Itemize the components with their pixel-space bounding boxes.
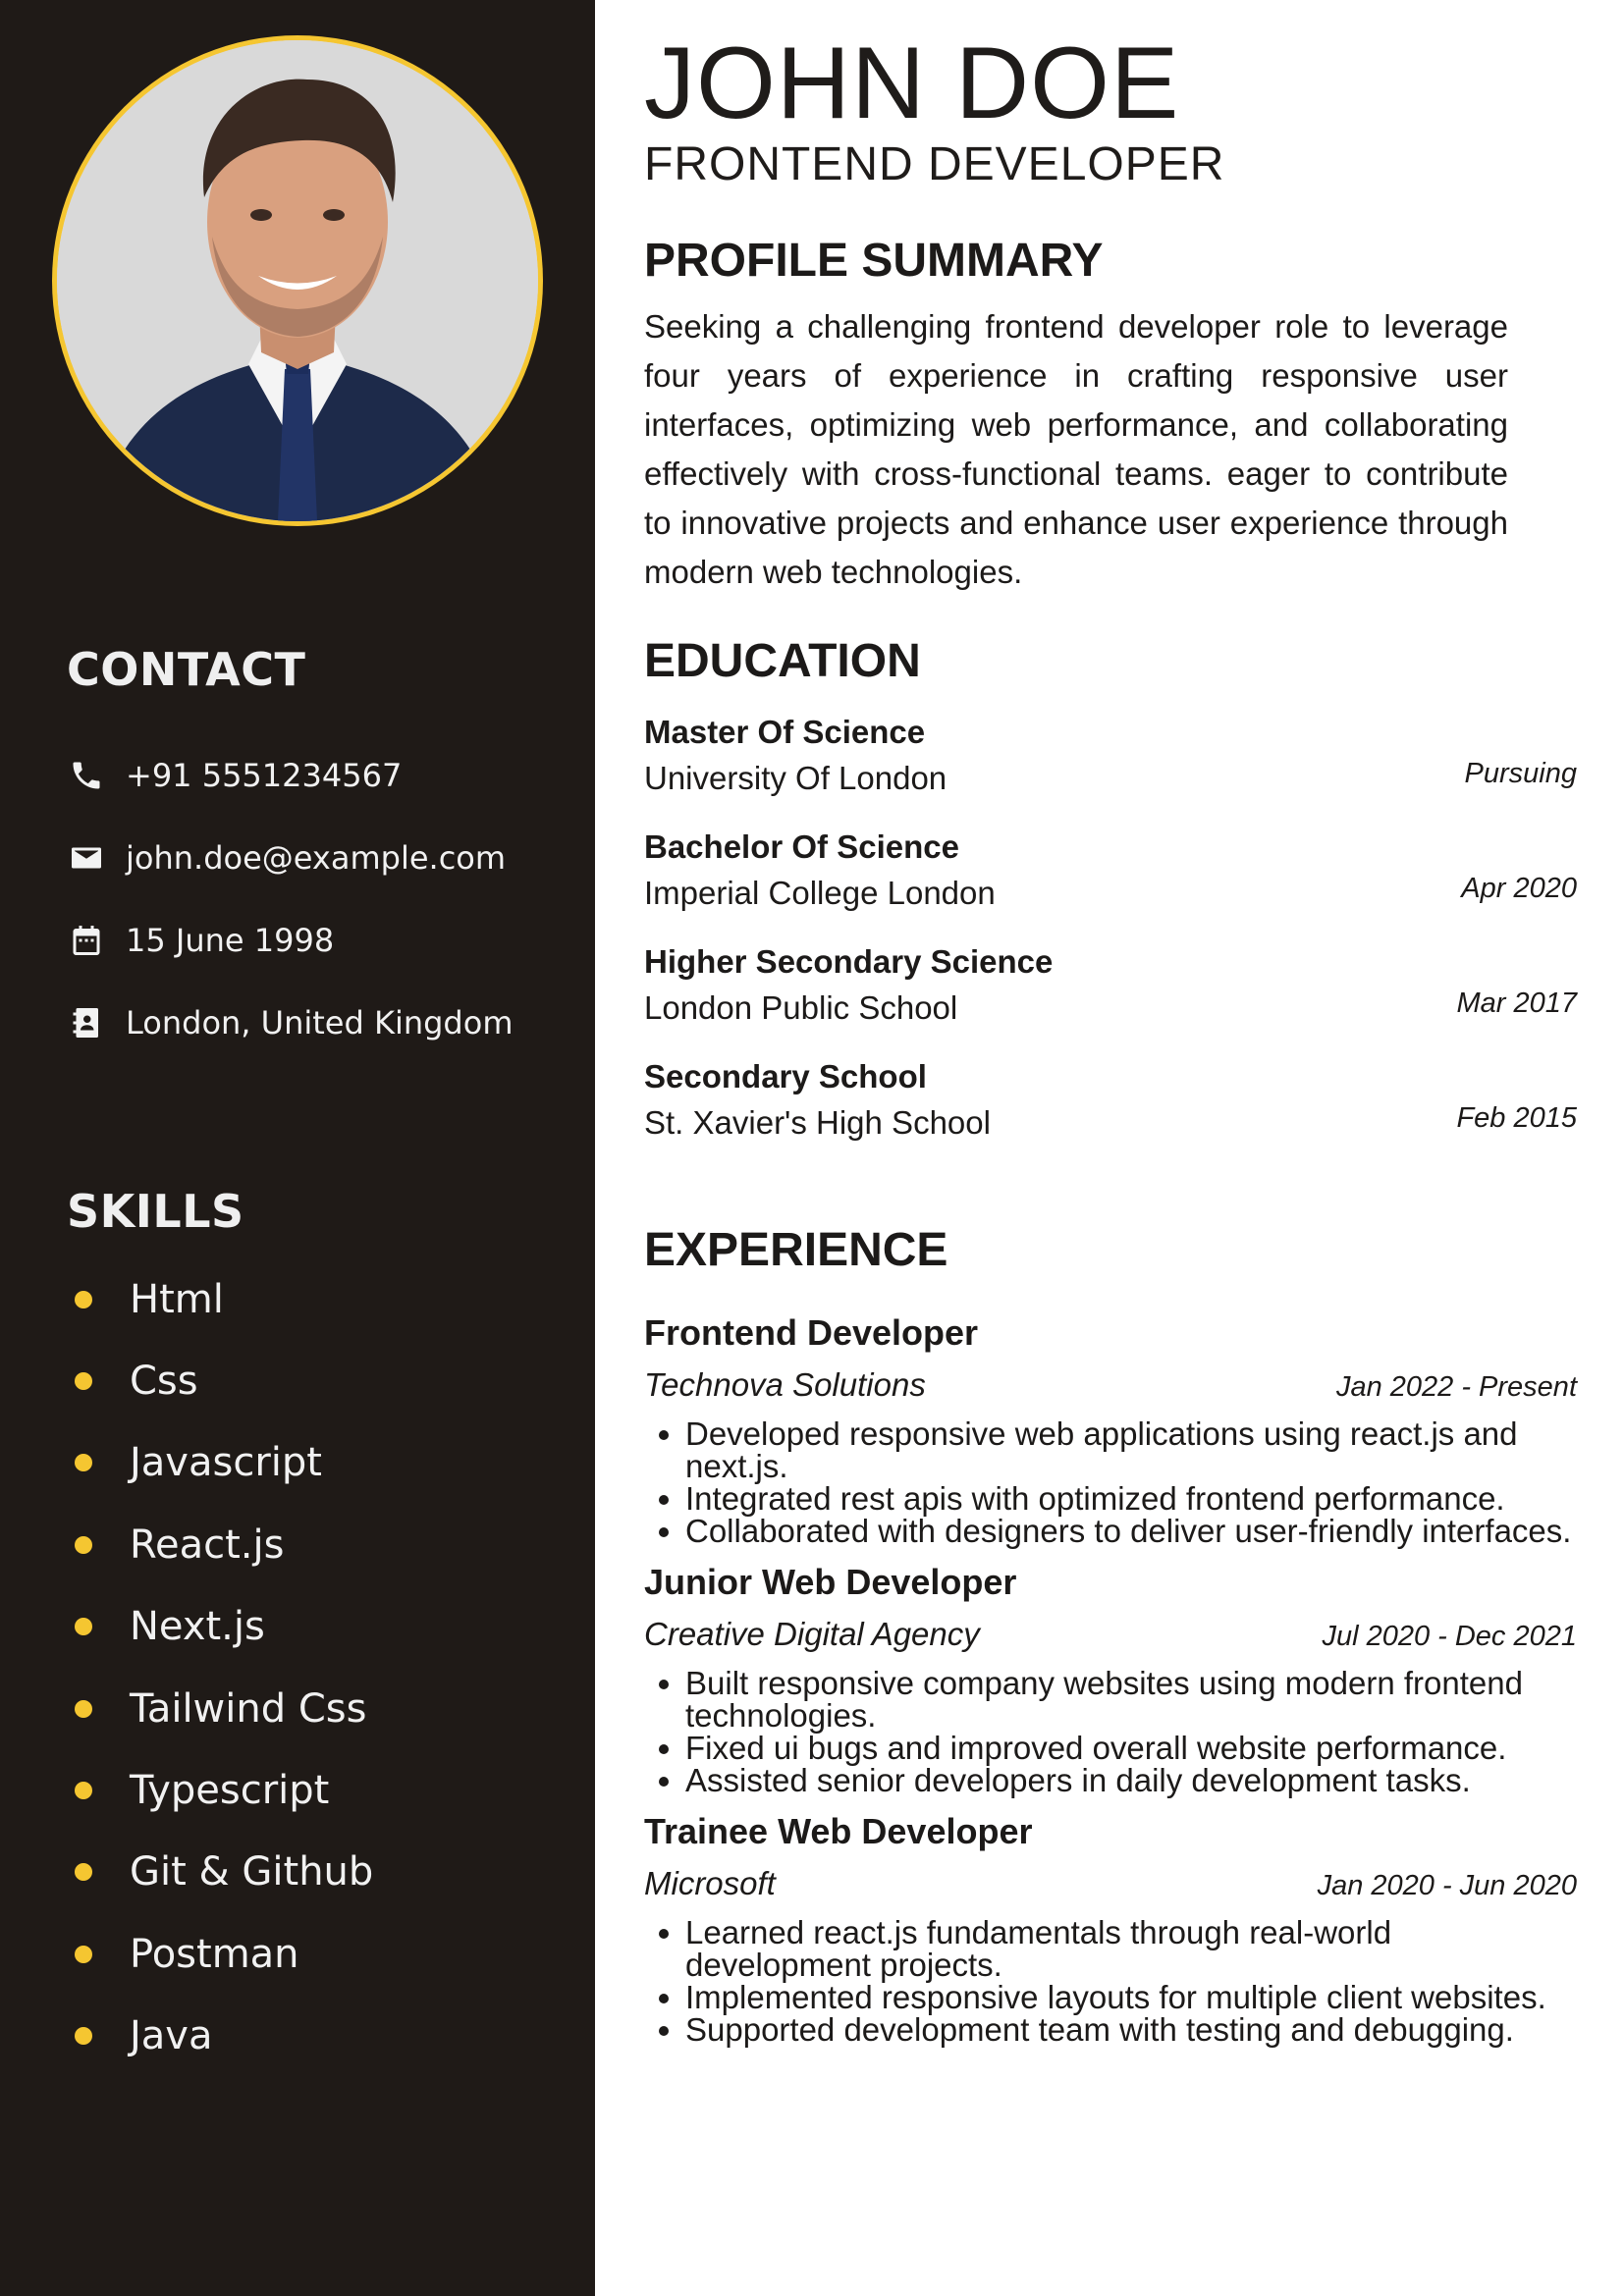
skill-label: Typescript (130, 1768, 330, 1814)
education-degree: Secondary School (644, 1058, 927, 1095)
education-degree: Higher Secondary Science (644, 943, 1054, 980)
education-date: Feb 2015 (1456, 1102, 1577, 1134)
experience-title: Junior Web Developer (644, 1562, 1017, 1602)
bullet-dot-icon (75, 1372, 92, 1390)
contact-address-text: London, United Kingdom (126, 1004, 514, 1041)
experience-item (644, 1555, 1577, 1796)
bullet-dot-icon (75, 1946, 92, 1963)
experience-bullet: • Collaborated with designers to deliver user-friendly interfaces. (685, 1515, 1577, 1547)
contact-email-text: john.doe@example.com (126, 839, 507, 877)
education-item (644, 826, 1577, 940)
skill-item (75, 1586, 373, 1668)
contact-list (67, 734, 513, 1064)
profile-photo-frame (52, 35, 543, 526)
phone-icon (67, 756, 106, 795)
experience-list (644, 1306, 1577, 2054)
skills-heading: SKILLS (67, 1185, 244, 1238)
experience-item (644, 1306, 1577, 1547)
experience-company: Creative Digital Agency (644, 1616, 980, 1652)
skill-item (75, 1258, 373, 1340)
summary-heading: PROFILE SUMMARY (644, 235, 1104, 287)
profile-photo (57, 40, 538, 521)
skill-item (75, 1668, 373, 1749)
contact-address (67, 982, 513, 1064)
experience-item (644, 1804, 1577, 2046)
education-school: St. Xavier's High School (644, 1104, 991, 1141)
experience-title: Frontend Developer (644, 1312, 979, 1353)
skill-label: Java (130, 2013, 213, 2059)
contact-phone (67, 734, 513, 817)
education-date: Apr 2020 (1461, 873, 1577, 904)
experience-meta (644, 1361, 1577, 1412)
education-school: University Of London (644, 760, 947, 796)
contact-heading: CONTACT (67, 643, 306, 696)
skill-item (75, 1832, 373, 1913)
sidebar (0, 0, 595, 2296)
education-item (644, 711, 1577, 826)
experience-period: Jan 2020 - Jun 2020 (1317, 1870, 1577, 1901)
contact-birthdate (67, 899, 513, 982)
education-school: London Public School (644, 989, 958, 1026)
skill-item (75, 1340, 373, 1421)
experience-title: Trainee Web Developer (644, 1811, 1033, 1851)
skill-label: Next.js (130, 1604, 265, 1650)
summary-text: Seeking a challenging frontend developer role to leverage four years of experience in crafting responsive user interfaces, optimizing web performance, and collaborating effectively with cross-functional teams. eager to contribute to innovative projects and enhance user experience through modern web technologies. (644, 308, 1508, 590)
experience-bullet: • Built responsive company websites using modern frontend technologies. (685, 1667, 1577, 1732)
skill-label: Tailwind Css (130, 1685, 367, 1732)
experience-company: Microsoft (644, 1865, 776, 1901)
experience-period: Jul 2020 - Dec 2021 (1322, 1621, 1577, 1652)
skill-item (75, 1996, 373, 2077)
skill-item (75, 1422, 373, 1504)
skill-label: Git & Github (130, 1849, 374, 1896)
bullet-dot-icon (75, 1291, 92, 1308)
experience-bullet: • Implemented responsive layouts for multiple client websites. (685, 1981, 1577, 2013)
experience-bullet: • Fixed ui bugs and improved overall website performance. (685, 1732, 1577, 1764)
skill-label: React.js (130, 1522, 285, 1568)
calendar-icon (67, 921, 106, 960)
contact-email (67, 817, 513, 899)
experience-meta (644, 1610, 1577, 1661)
profile-photo-illustration (57, 40, 538, 521)
education-item (644, 940, 1577, 1055)
bullet-dot-icon (75, 1782, 92, 1799)
address-book-icon (67, 1003, 106, 1042)
bullet-dot-icon (75, 1863, 92, 1881)
skill-item (75, 1913, 373, 1995)
skill-label: Javascript (130, 1440, 322, 1486)
candidate-title: FRONTEND DEVELOPER (644, 138, 1225, 190)
experience-bullet: • Developed responsive web applications using react.js and next.js. (685, 1417, 1577, 1482)
skill-item (75, 1749, 373, 1831)
contact-birthdate-text: 15 June 1998 (126, 922, 335, 959)
experience-bullet: • Integrated rest apis with optimized frontend performance. (685, 1482, 1577, 1515)
experience-bullet: • Supported development team with testing and debugging. (685, 2013, 1577, 2046)
experience-bullets (644, 1667, 1577, 1796)
education-item (644, 1055, 1577, 1170)
education-degree: Master Of Science (644, 714, 926, 750)
education-list (644, 711, 1577, 1170)
candidate-name: JOHN DOE (644, 27, 1180, 140)
skill-label: Html (130, 1276, 224, 1322)
education-degree: Bachelor Of Science (644, 828, 959, 865)
education-date: Pursuing (1464, 758, 1577, 789)
skill-item (75, 1504, 373, 1585)
experience-meta (644, 1859, 1577, 1910)
experience-period: Jan 2022 - Present (1335, 1371, 1577, 1403)
bullet-dot-icon (75, 1454, 92, 1471)
experience-heading: EXPERIENCE (644, 1224, 948, 1276)
education-heading: EDUCATION (644, 635, 921, 687)
experience-company: Technova Solutions (644, 1366, 926, 1403)
bullet-dot-icon (75, 1618, 92, 1635)
experience-bullets (644, 1916, 1577, 2046)
skill-label: Postman (130, 1931, 299, 1977)
bullet-dot-icon (75, 1536, 92, 1554)
email-icon (67, 838, 106, 878)
bullet-dot-icon (75, 2027, 92, 2045)
experience-bullets (644, 1417, 1577, 1547)
experience-bullet: • Learned react.js fundamentals through real-world development projects. (685, 1916, 1577, 1981)
contact-phone-text: +91 5551234567 (126, 757, 403, 794)
skill-label: Css (130, 1359, 198, 1405)
skills-list (75, 1258, 373, 2077)
education-school: Imperial College London (644, 875, 996, 911)
experience-bullet: • Assisted senior developers in daily development tasks. (685, 1764, 1577, 1796)
bullet-dot-icon (75, 1700, 92, 1718)
education-date: Mar 2017 (1456, 988, 1577, 1019)
